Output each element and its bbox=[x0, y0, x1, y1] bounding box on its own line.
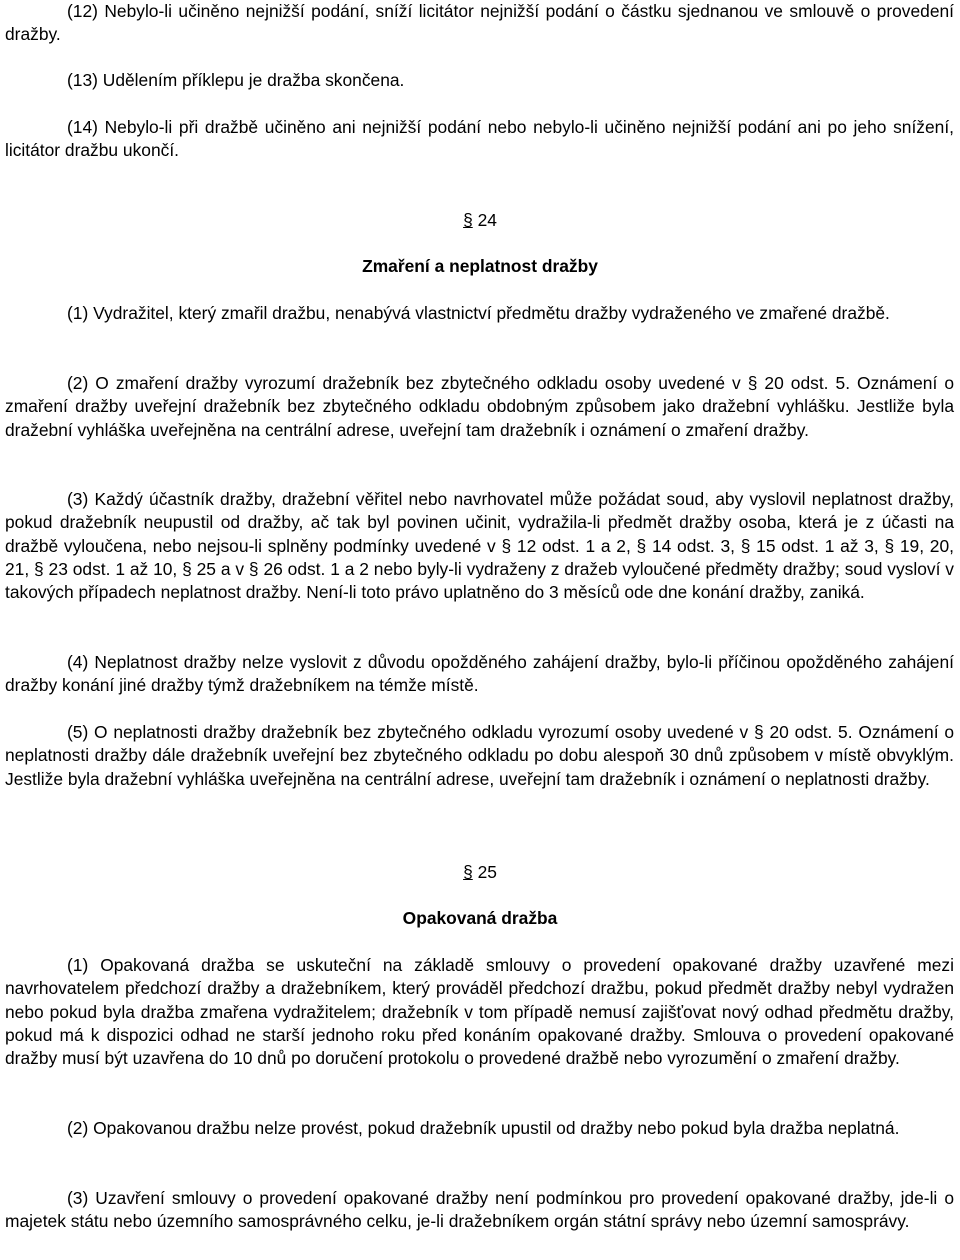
section-25-title: Opakovaná dražba bbox=[402, 908, 558, 928]
section-number: 24 bbox=[477, 210, 497, 230]
s25-paragraph-3: (3) Uzavření smlouvy o provedení opakované dražby není podmínkou pro provedení opakované dražby, jde-li o majetek státu nebo územního samosprávného celku, je-li dražebníkem orgán státní správy nebo územní samosprávy. bbox=[5, 1188, 954, 1232]
section-number: 25 bbox=[477, 862, 497, 882]
section-symbol: § bbox=[463, 210, 473, 230]
s24-paragraph-5: (5) O neplatnosti dražby dražebník bez zbytečného odkladu vyrozumí osoby uvedené v § 20 odst. 5. Oznámení o neplatnosti dražby dále dražebník uveřejní bez zbytečného odkladu po dobu alespoň 30 dnů způsobem v místě obvyklým. Jestliže byla dražební vyhláška uveřejněna na centrální adrese, uveřejní tam dražebník i oznámení o neplatnosti dražby. bbox=[5, 722, 954, 789]
s24-paragraph-3: (3) Každý účastník dražby, dražební věřitel nebo navrhovatel může požádat soud, aby vyslovil neplatnost dražby, pokud dražebník neupustil od dražby, ač tak byl povinen učinit, vydražila-li předmět dražby osoba, která je z účasti na dražbě vyloučena, nebo nejsou-li splněny podmínky uvedené v § 12 odst. 1 a 2, § 14 odst. 3, § 15 odst. 1 až 3, § 19, 20, 21, § 23 odst. 1 až 10, § 25 a v § 26 odst. 1 a 2 nebo byly-li vydraženy z dražeb vyloučené předměty dražby; soud vysloví v takových případech neplatnost dražby. Není-li toto právo uplatněno do 3 měsíců ode dne konání dražby, zaniká. bbox=[5, 489, 954, 603]
s24-paragraph-4: (4) Neplatnost dražby nelze vyslovit z důvodu opožděného zahájení dražby, bylo-li příčinou opožděného zahájení dražby konání jiné dražby týmž dražebníkem na témže místě. bbox=[5, 652, 954, 696]
s24-paragraph-1: (1) Vydražitel, který zmařil dražbu, nenabývá vlastnictví předmětu dražby vydraženého ve zmařené dražbě. bbox=[67, 303, 890, 323]
s24-paragraph-2: (2) O zmaření dražby vyrozumí dražebník bez zbytečného odkladu osoby uvedené v § 20 odst. 5. Oznámení o zmaření dražby uveřejní dražebník bez zbytečného odkladu obdobným způsobem jako dražební vyhlášku. Jestliže byla dražební vyhláška uveřejněna na centrální adrese, uveřejní tam dražebník i oznámení o zmaření dražby. bbox=[5, 373, 954, 440]
section-symbol: § bbox=[463, 862, 473, 882]
s25-paragraph-2: (2) Opakovanou dražbu nelze provést, pokud dražebník upustil od dražby nebo pokud byla dražba neplatná. bbox=[67, 1118, 900, 1138]
paragraph-14: (14) Nebylo-li při dražbě učiněno ani nejnižší podání nebo nebylo-li učiněno nejnižší podání ani po jeho snížení, licitátor dražbu ukončí. bbox=[5, 117, 954, 161]
section-24-heading bbox=[0, 209, 960, 232]
paragraph-12: (12) Nebylo-li učiněno nejnižší podání, sníží licitátor nejnižší podání o částku sjednanou ve smlouvě o provedení dražby. bbox=[5, 1, 954, 45]
section-24-title: Zmaření a neplatnost dražby bbox=[362, 256, 598, 276]
s25-paragraph-1: (1) Opakovaná dražba se uskuteční na základě smlouvy o provedení opakované dražby uzavřené mezi navrhovatelem předchozí dražby a dražebníkem, který prováděl předchozí dražbu, pokud předmět dražby nebyl vydražen nebo pokud byla dražba zmařena vydražitelem; dražebník v tom případě nemusí zajišťovat nový odhad předmětu dražby, pokud má k dispozici odhad ne starší jednoho roku před konáním opakované dražby. Smlouva o provedení opakované dražby musí být uzavřena do 10 dnů po doručení protokolu o provedené dražbě nebo vyrozumění o zmaření dražby. bbox=[5, 955, 954, 1069]
section-25-heading bbox=[0, 861, 960, 884]
paragraph-13: (13) Udělením příklepu je dražba skončena. bbox=[67, 70, 405, 90]
